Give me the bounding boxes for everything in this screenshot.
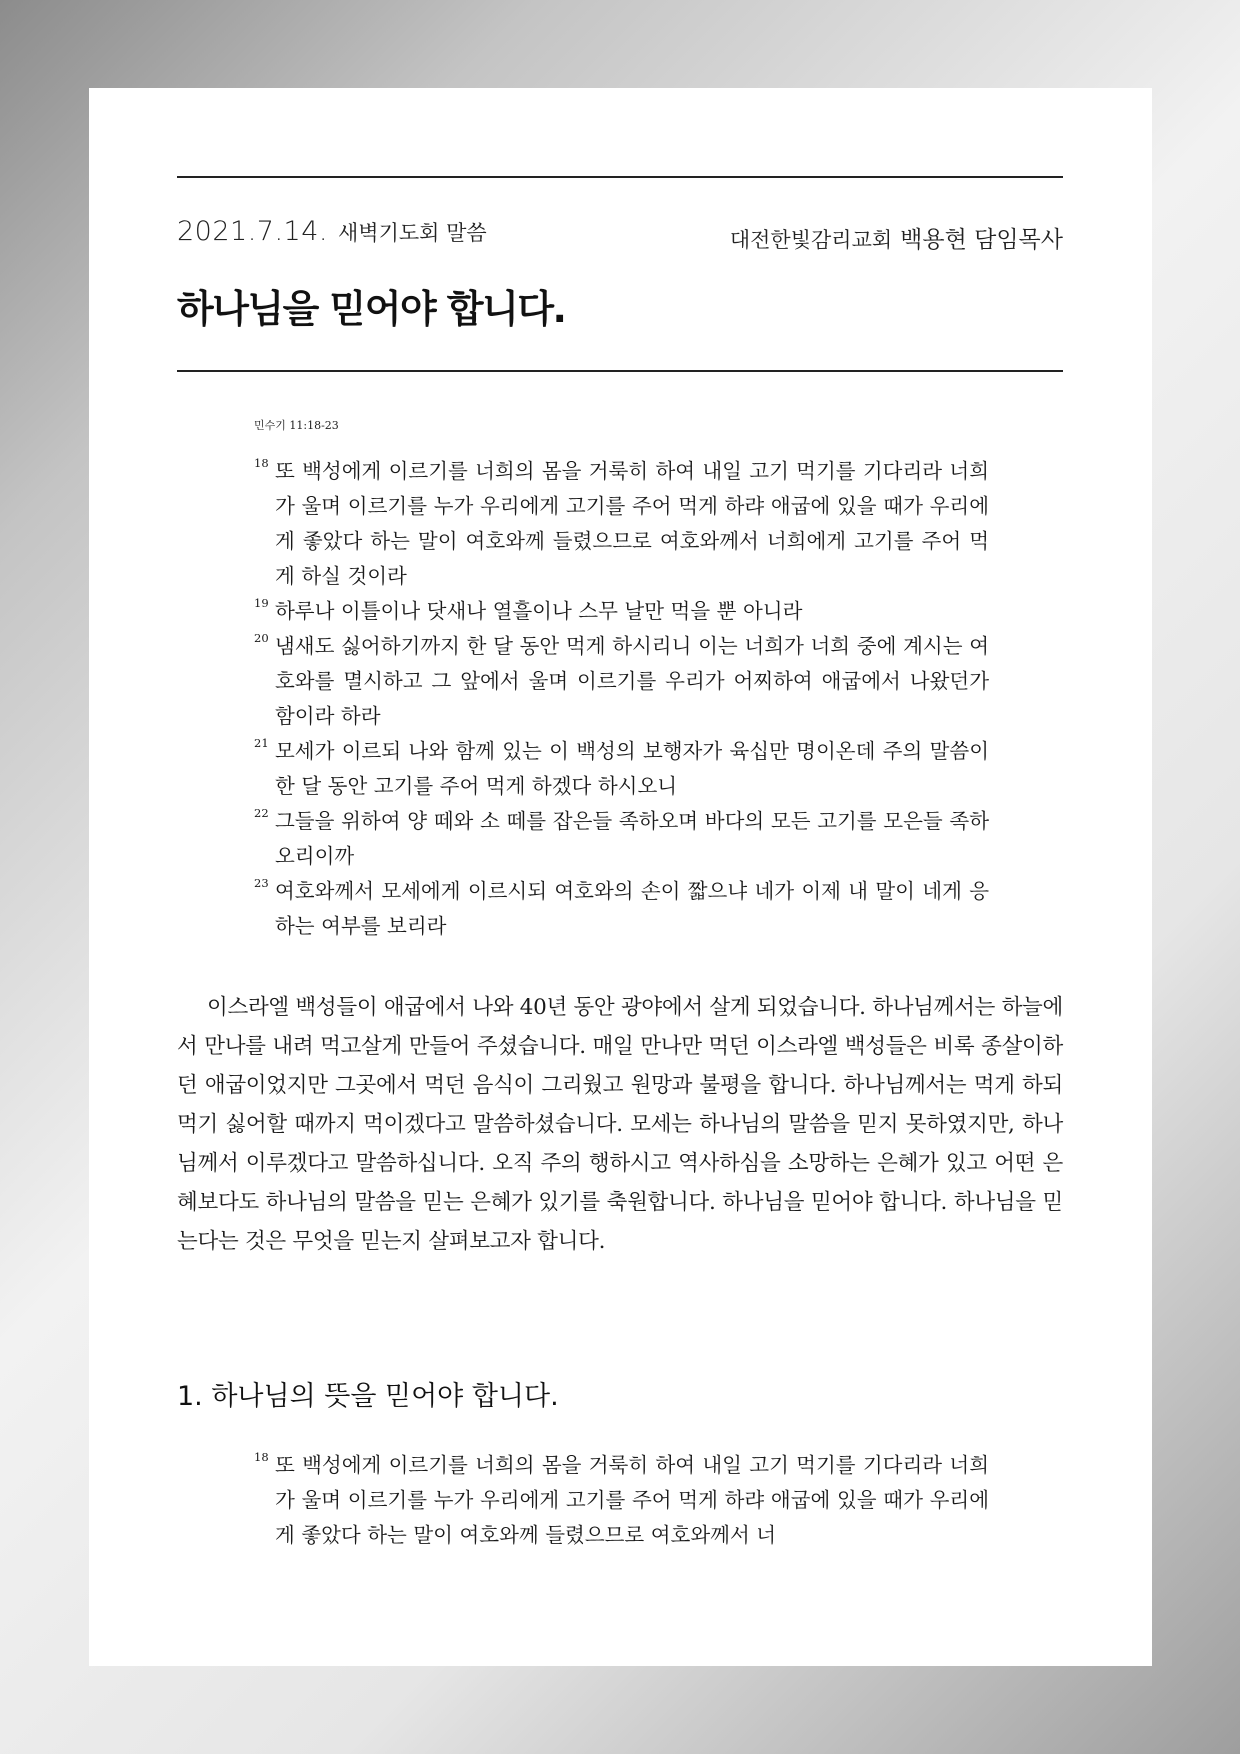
verse-22 bbox=[254, 804, 989, 874]
verse-20 bbox=[254, 629, 989, 734]
sermon-date: 2021.7.14. bbox=[177, 216, 328, 247]
verse-text: 그들을 위하여 양 떼와 소 떼를 잡은들 족하오며 바다의 모든 고기를 모은들 족하오리이까 bbox=[275, 809, 989, 868]
document-page bbox=[89, 88, 1152, 1666]
church-info bbox=[730, 221, 1063, 254]
sermon-body-paragraph: 이스라엘 백성들이 애굽에서 나와 40년 동안 광야에서 살게 되었습니다. 하나님께서는 하늘에서 만나를 내려 먹고살게 만들어 주셨습니다. 매일 만나만 먹던 이스라엘 백성들은 비록 종살이하던 애굽이었지만 그곳에서 먹던 음식이 그리웠고 원망과 불평을 합니다. 하나님께서는 먹게 하되 먹기 싫어할 때까지 먹이겠다고 말씀하셨습니다. 모세는 하나님의 말씀을 믿지 못하였지만, 하나님께서 이루겠다고 말씀하십니다. 오직 주의 행하시고 역사하심을 소망하는 은혜가 있고 어떤 은혜보다도 하나님의 말씀을 믿는 은혜가 있기를 축원합니다. 하나님을 믿어야 합니다. 하나님을 믿는다는 것은 무엇을 믿는지 살펴보고자 합니다. bbox=[177, 995, 1063, 1254]
verse-number: 22 bbox=[254, 806, 269, 820]
verse-number: 18 bbox=[254, 1450, 269, 1464]
verse-text: 또 백성에게 이르기를 너희의 몸을 거룩히 하여 내일 고기 먹기를 기다리라 너희가 울며 이르기를 누가 우리에게 고기를 주어 먹게 하랴 애굽에 있을 때가 우리에게 좋았다 하는 말이 여호와께 들렸으므로 여호와께서 너희에게 고기를 주어 먹게 하실 것이라 bbox=[275, 459, 989, 588]
verse-18 bbox=[254, 454, 989, 594]
verse-19 bbox=[254, 594, 989, 629]
verse-text: 냄새도 싫어하기까지 한 달 동안 먹게 하시리니 이는 너희가 너희 중에 계시는 여호와를 멸시하고 그 앞에서 울며 이르기를 우리가 어찌하여 애굽에서 나왔던가 함이라 하라 bbox=[275, 634, 989, 728]
verse-23 bbox=[254, 874, 989, 944]
top-rule bbox=[177, 176, 1063, 178]
pastor-name: 백용현 담임목사 bbox=[900, 227, 1063, 253]
section-1-scripture bbox=[254, 1448, 989, 1553]
sermon-title: 하나님을 믿어야 합니다. bbox=[177, 287, 566, 331]
verse-number: 20 bbox=[254, 631, 269, 645]
verse-number: 19 bbox=[254, 596, 269, 610]
service-name: 새벽기도회 말씀 bbox=[338, 221, 487, 245]
sermon-date-line bbox=[177, 216, 487, 247]
verse-text: 하루나 이틀이나 닷새나 열흘이나 스무 날만 먹을 뿐 아니라 bbox=[275, 599, 803, 623]
verse-text: 또 백성에게 이르기를 너희의 몸을 거룩히 하여 내일 고기 먹기를 기다리라 너희가 울며 이르기를 누가 우리에게 고기를 주어 먹게 하랴 애굽에 있을 때가 우리에게 좋았다 하는 말이 여호와께 들렸으므로 여호와께서 너 bbox=[275, 1453, 989, 1547]
verse-text: 여호와께서 모세에게 이르시되 여호와의 손이 짧으냐 네가 이제 내 말이 네게 응하는 여부를 보리라 bbox=[275, 879, 989, 938]
verse-text: 모세가 이르되 나와 함께 있는 이 백성의 보행자가 육십만 명이온데 주의 말씀이 한 달 동안 고기를 주어 먹게 하겠다 하시오니 bbox=[275, 739, 989, 798]
verse-21 bbox=[254, 734, 989, 804]
scripture-passage bbox=[254, 454, 989, 944]
verse-number: 18 bbox=[254, 456, 269, 470]
bottom-rule bbox=[177, 370, 1063, 372]
section-1-heading: 1. 하나님의 뜻을 믿어야 합니다. bbox=[177, 1381, 559, 1412]
verse-number: 21 bbox=[254, 736, 269, 750]
scripture-reference: 민수기 11:18-23 bbox=[254, 419, 339, 432]
verse-18 bbox=[254, 1448, 989, 1553]
verse-number: 23 bbox=[254, 876, 269, 890]
church-name: 대전한빛감리교회 bbox=[729, 228, 893, 252]
